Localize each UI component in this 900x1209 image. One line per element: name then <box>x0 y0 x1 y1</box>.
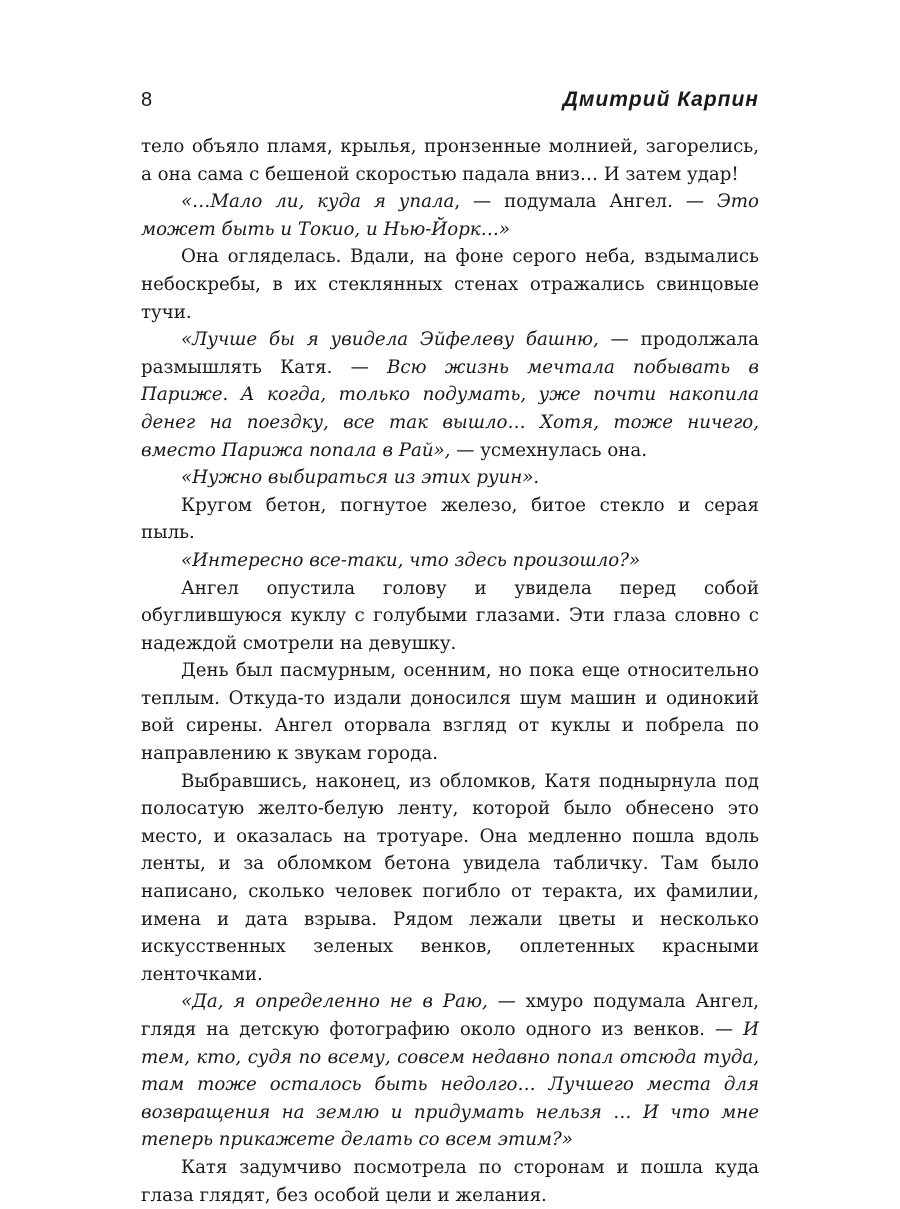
text-span: тело объяло пламя, крылья, пронзенные молнией, загорелись, а она сама с бешеной скоростью падала вниз… И затем удар! <box>141 136 759 185</box>
paragraph <box>141 1154 759 1209</box>
paragraph <box>141 133 759 188</box>
text-span: «Интересно все-таки, что здесь произошло?» <box>181 549 641 571</box>
text-span: «Лучше бы я увидела Эйфелеву башню, <box>181 329 599 351</box>
text-span: — продолжала размышлять Катя. — <box>141 329 759 378</box>
paragraph <box>141 657 759 767</box>
page-header <box>141 86 759 114</box>
paragraph <box>141 188 759 243</box>
text-span: Всю жизнь мечтала побывать в Париже. А когда, только подумать, уже почти накопила денег на поездку, все так вышло… Хотя, тоже ничего, вместо Парижа попала в Рай», <box>141 356 759 461</box>
text-span: Выбравшись, наконец, из обломков, Катя поднырнула под полосатую желто-белую ленту, которой было обнесено это место, и оказалась на тротуаре. Она медленно пошла вдоль ленты, и за обломком бетона увидела табличку. Там было написано, сколько человек погибло от теракта, их фамилии, имена и дата взрыва. Рядом лежали цветы и несколько искусственных зеленых венков, оплетенных красными ленточками. <box>141 770 759 985</box>
paragraph <box>141 768 759 989</box>
text-span: Она огляделась. Вдали, на фоне серого неба, вздымались небоскребы, в их стеклянных стенах отражались свинцовые тучи. <box>141 246 759 323</box>
text-span: , — подумала Ангел. — <box>454 191 717 213</box>
text-span: Это может быть и Токио, и Нью-Йорк…» <box>141 191 759 240</box>
text-span: «Да, я определенно не в Раю, <box>181 991 488 1013</box>
running-title: Дмитрий Карпин <box>562 88 759 111</box>
body-text <box>141 133 759 1209</box>
text-span: «Нужно выбираться из этих руин». <box>181 467 540 489</box>
text-span: День был пасмурным, осенним, но пока еще относительно теплым. Откуда-то издали доносился шум машин и одинокий вой сирены. Ангел оторвала взгляд от куклы и побрела по направлению к звукам города. <box>141 660 759 765</box>
text-span: «…Мало ли, куда я упала <box>181 191 455 213</box>
text-span: Катя задумчиво посмотрела по сторонам и пошла куда глаза глядят, без особой цели и желания. <box>141 1156 759 1206</box>
paragraph <box>141 988 759 1154</box>
paragraph <box>141 464 759 492</box>
paragraph <box>141 243 759 326</box>
paragraph <box>141 575 759 658</box>
text-span: И тем, кто, судя по всему, совсем недавно попал отсюда туда, там тоже осталось быть недолго… Лучшего места для возвращения на землю и придумать нельзя … И что мне теперь прикажете делать со всем этим?» <box>141 1019 759 1151</box>
text-span: — усмехнулась она. <box>450 439 648 461</box>
text-span: Кругом бетон, погнутое железо, битое стекло и серая пыль. <box>141 494 759 544</box>
paragraph <box>141 547 759 575</box>
text-span: Ангел опустила голову и увидела перед собой обуглившуюся куклу с голубыми глазами. Эти глаза словно с надеждой смотрели на девушку. <box>141 577 759 654</box>
page-number: 8 <box>141 89 153 111</box>
text-span: — хмуро подумала Ангел, глядя на детскую фотографию около одного из венков. — <box>141 991 759 1040</box>
paragraph <box>141 326 759 464</box>
paragraph <box>141 492 759 547</box>
